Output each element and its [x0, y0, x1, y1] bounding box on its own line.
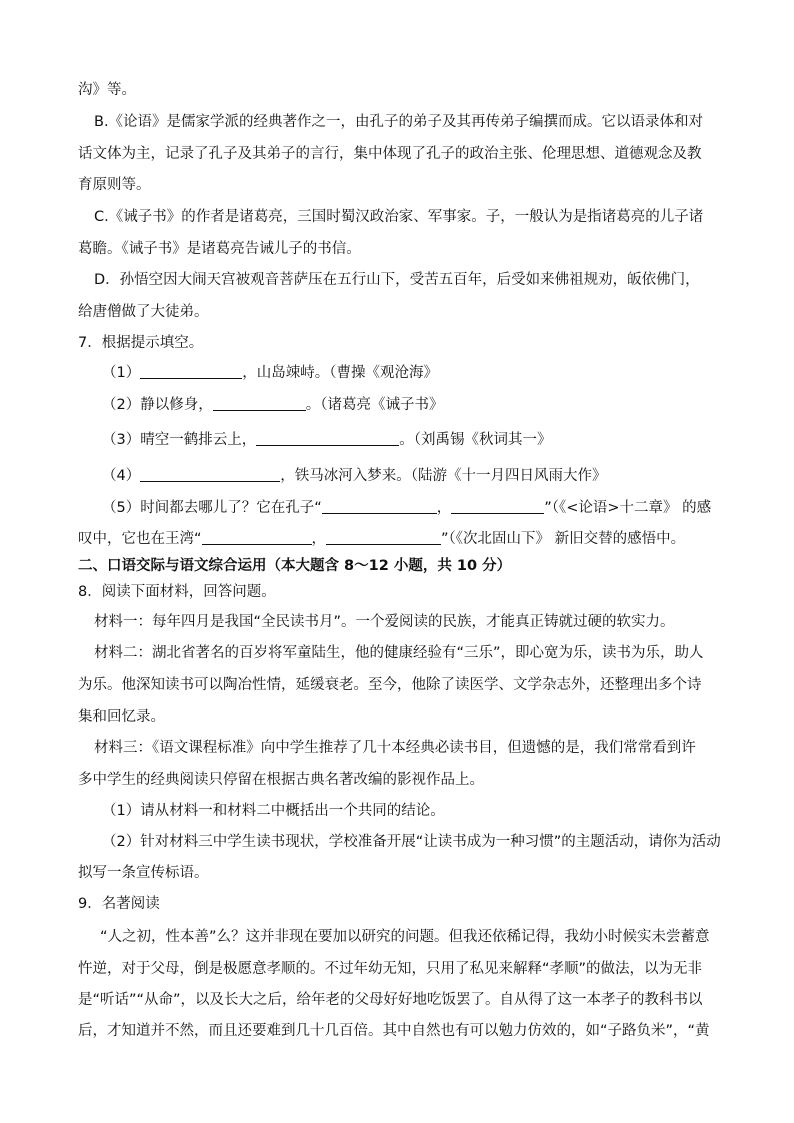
answer-blank[interactable]	[213, 396, 306, 411]
item-text: 。（刘禹锡《秋词其一》	[399, 432, 552, 448]
fill-item-5-cont	[78, 529, 685, 549]
reading-passage: “人之初，性本善”么？这并非现在要加以研究的问题。但我还依稀记得，我幼小时候实未尝蓄意	[100, 929, 710, 945]
item-text: ，山岛竦峙。（曹操《观沧海》	[242, 365, 438, 381]
text-line: 集和回忆录。	[78, 709, 165, 725]
question-7-title: 7．根据提示填空。	[78, 335, 204, 351]
text-line: 育原则等。	[78, 177, 151, 193]
text-line: 拟写一条宣传标语。	[78, 865, 209, 881]
text-line: 多中学生的经典阅读只停留在根据古典名著改编的影视作品上。	[78, 772, 484, 788]
question-9-title: 9．名著阅读	[78, 896, 160, 912]
text-line: 给唐僧做了大徒弟。	[78, 304, 209, 320]
item-label: （1）	[102, 365, 141, 381]
fill-item-4	[102, 466, 606, 486]
text-line: 后，才知道并不然，而且还要难到几十几百倍。其中自然也有可以勉力仿效的，如“子路负米”，“黄	[78, 1023, 710, 1039]
option-b-line: B.《论语》是儒家学派的经典著作之一，由孔子的弟子及其再传弟子编撰而成。它以语录体和对	[94, 114, 704, 130]
fill-item-2	[102, 395, 443, 415]
item-text: ，	[311, 531, 327, 547]
answer-blank[interactable]	[140, 467, 280, 482]
answer-blank[interactable]	[140, 364, 242, 379]
material-3: 材料三：《语文课程标准》向中学生推荐了几十本经典必读书目，但遗憾的是，我们常常看到许	[94, 740, 696, 756]
sub-question-2: （2）针对材料三中学生读书现状，学校准备开展“让读书成为一种习惯”的主题活动，请你为活动	[102, 834, 721, 850]
text-line: 葛瞻。《诫子书》是诸葛亮告诫儿子的书信。	[78, 241, 361, 257]
question-8-title: 8．阅读下面材料，回答问题。	[78, 584, 276, 600]
answer-blank[interactable]	[451, 499, 544, 514]
answer-blank[interactable]	[326, 530, 441, 545]
item-text: （3）晴空一鹤排云上，	[102, 432, 257, 448]
item-text: （5）时间都去哪儿了？它在孔子“	[102, 500, 322, 516]
item-text: ”（《<论语>十二章》 的感	[544, 500, 712, 516]
answer-blank[interactable]	[202, 530, 312, 545]
text-line: 沟》等。	[78, 82, 136, 98]
item-text: ，铁马冰河入梦来。（陆游《十一月四日风雨大作》	[280, 468, 607, 484]
material-2: 材料二：湖北省著名的百岁将军童陆生，他的健康经验有“三乐”，即心宽为乐，读书为乐，助人	[94, 645, 704, 661]
item-text: 。（诸葛亮《诫子书》	[305, 397, 444, 413]
item-label: （4）	[102, 468, 141, 484]
item-text: ”（《次北固山下》 新旧交替的感悟中。	[441, 531, 686, 547]
fill-item-3	[102, 430, 551, 450]
fill-item-1	[102, 363, 438, 383]
text-line: 是“听话”“从命”，以及长大之后，给年老的父母好好地吃饭罢了。自从得了这一本孝子的教科书以	[78, 992, 703, 1008]
section-heading: 二、口语交际与语文综合运用（本大题含 8～12 小题，共 10 分）	[78, 558, 512, 574]
item-text: 叹中，它也在王湾“	[78, 531, 202, 547]
text-line: 为乐。他深知读书可以陶冶性情，延缓衰老。至今，他除了读医学、文学杂志外，还整理出多个诗	[78, 677, 702, 693]
answer-blank[interactable]	[322, 499, 437, 514]
fill-item-5	[102, 498, 711, 518]
text-line: 话文体为主，记录了孔子及其弟子的言行，集中体现了孔子的政治主张、伦理思想、道德观念及教	[78, 146, 702, 162]
text-line: 忤逆，对于父母，倒是极愿意孝顺的。不过年幼无知，只用了私见来解释“孝顺”的做法，以为无非	[78, 961, 703, 977]
sub-question-1: （1）请从材料一和材料二中概括出一个共同的结论。	[102, 803, 445, 819]
item-text: （2）静以修身，	[102, 397, 213, 413]
item-text: ，	[436, 500, 452, 516]
material-1: 材料一：每年四月是我国“全民读书月”。一个爱阅读的民族，才能真正铸就过硬的软实力。	[94, 614, 675, 630]
answer-blank[interactable]	[256, 431, 399, 446]
option-d-line: D．孙悟空因大闹天宫被观音菩萨压在五行山下，受苦五百年，后受如来佛祖规劝，皈依佛门，	[94, 272, 700, 288]
option-c-line: C.《诫子书》的作者是诸葛亮，三国时蜀汉政治家、军事家。子，一般认为是指诸葛亮的儿子诸	[94, 209, 704, 225]
